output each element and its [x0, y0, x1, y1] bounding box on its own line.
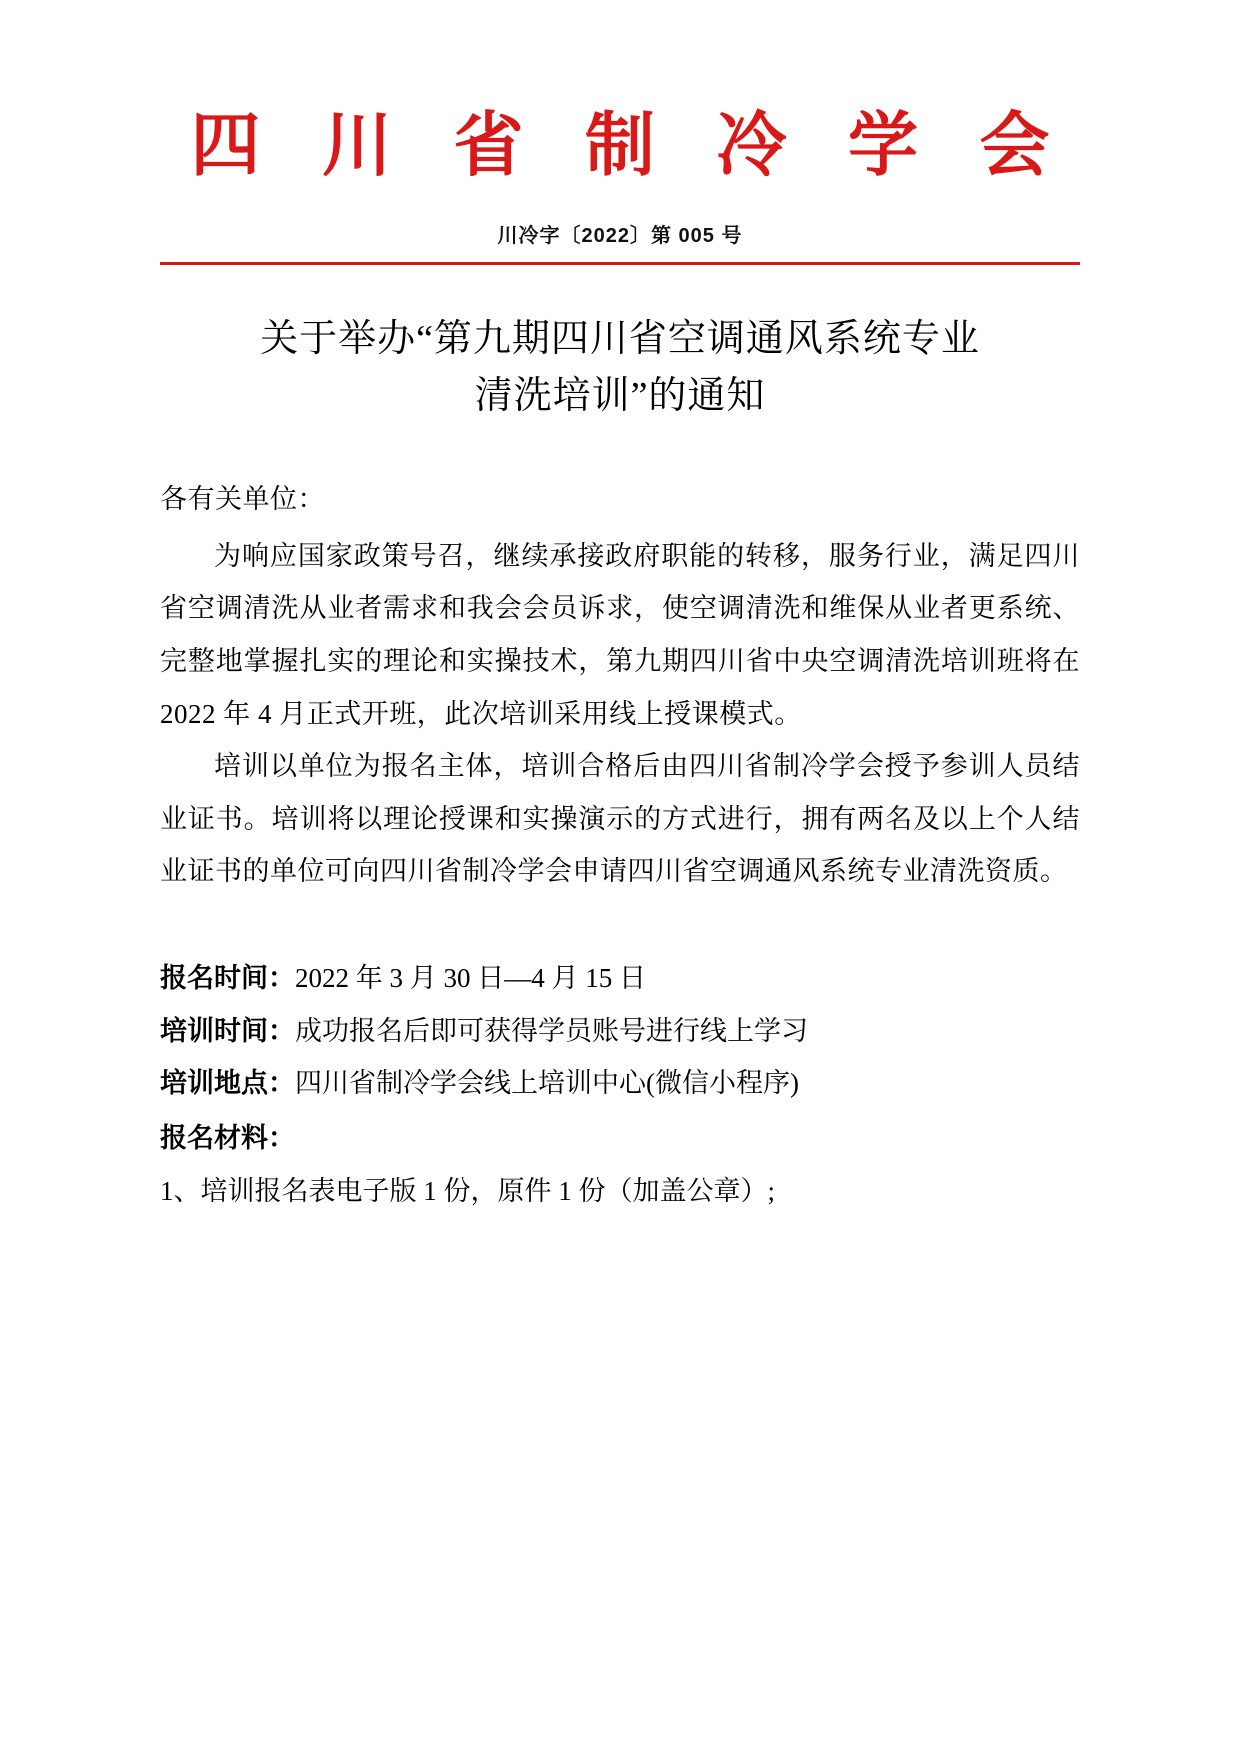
- info-label: 培训时间：: [160, 1015, 295, 1046]
- page-title-line-1: 关于举办“第九期四川省空调通风系统专业: [260, 318, 980, 360]
- page-title-line-2: 清洗培训”的通知: [474, 375, 766, 417]
- info-value: 成功报名后即可获得学员账号进行线上学习: [295, 1015, 808, 1046]
- info-row-registration-time: [160, 952, 1080, 1005]
- material-item: 1、培训报名表电子版 1 份，原件 1 份（加盖公章）;: [160, 1175, 776, 1206]
- salutation: 各有关单位：: [160, 484, 325, 514]
- info-list: [160, 952, 1080, 1217]
- info-label: 培训地点：: [160, 1068, 295, 1099]
- letterhead: [160, 0, 1080, 265]
- info-label: 报名时间：: [160, 963, 295, 994]
- document-number: 川冷字〔2022〕第 005 号: [497, 225, 743, 247]
- materials-heading: 报名材料：: [160, 1123, 295, 1154]
- info-value: 2022 年 3 月 30 日—4 月 15 日: [295, 963, 646, 994]
- info-value: 四川省制冷学会线上培训中心(微信小程序): [295, 1068, 799, 1099]
- info-row-training-time: [160, 1005, 1080, 1058]
- body-paragraph-1: 为响应国家政策号召，继续承接政府职能的转移，服务行业，满足四川省空调清洗从业者需求和我会会员诉求，使空调清洗和维保从业者更系统、完整地掌握扎实的理论和实操技术，第九期四川省中央空调清洗培训班将在 2022 年 4 月正式开班，此次培训采用线上授课模式。: [160, 540, 1080, 729]
- info-row-training-location: [160, 1057, 1080, 1110]
- organization-title: 四 川 省 制 冷 学 会: [190, 108, 1072, 185]
- red-divider-rule: [160, 262, 1080, 265]
- page-title: [160, 311, 1080, 425]
- document-body: [160, 473, 1080, 898]
- body-paragraph-2: 培训以单位为报名主体，培训合格后由四川省制冷学会授予参训人员结业证书。培训将以理论授课和实操演示的方式进行，拥有两名及以上个人结业证书的单位可向四川省制冷学会申请四川省空调通风系统专业清洗资质。: [160, 751, 1080, 887]
